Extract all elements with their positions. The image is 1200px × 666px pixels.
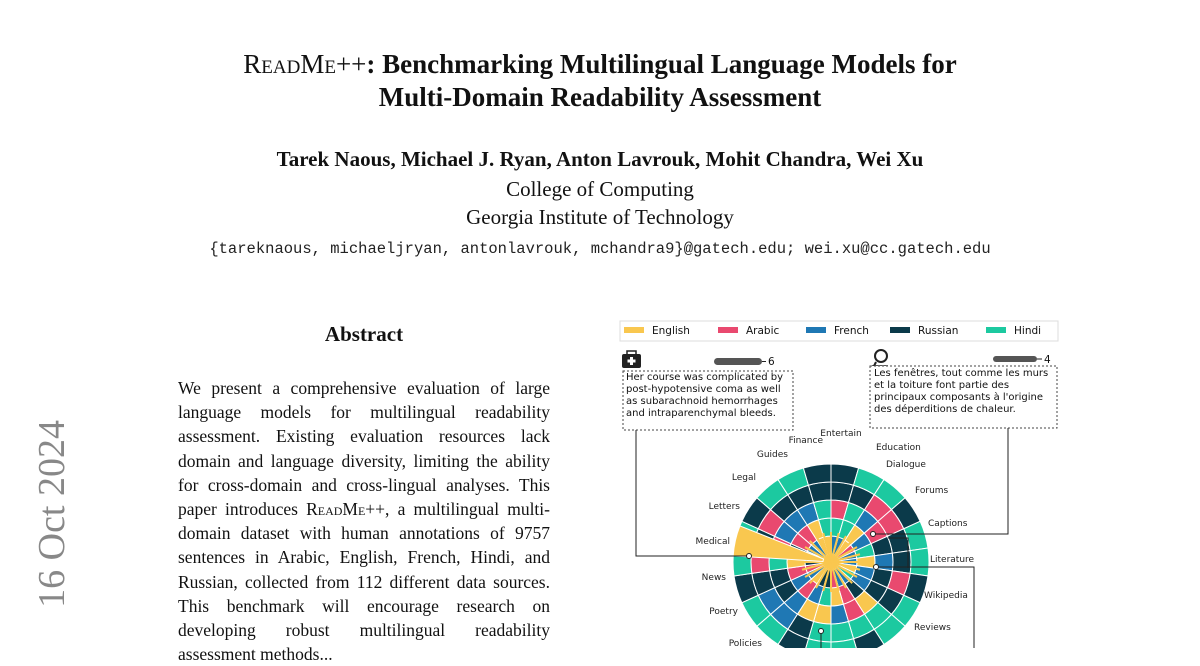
domain-label-entertain: Entertain <box>820 429 862 439</box>
domain-label-forums: Forums <box>915 486 949 496</box>
left-rating-bar <box>714 358 766 365</box>
title-readme: ReadMe++ <box>243 49 367 79</box>
authors: Tarek Naous, Michael J. Ryan, Anton Lavrouk, Mohit Chandra, Wei Xu <box>276 147 924 171</box>
magnifier-icon <box>872 350 888 366</box>
legend-label-english: English <box>652 325 690 337</box>
right-rating-bar <box>993 356 1042 362</box>
right-rating-value: 4 <box>1044 354 1051 366</box>
legend-label-hindi: Hindi <box>1014 325 1042 337</box>
domain-label-medical: Medical <box>695 537 730 547</box>
left-example-text: Her course was complicated by post-hypotensive coma as well as subarachnoid hemorrhages and intraparenchymal bleeds. <box>626 372 784 419</box>
title-line1: : Benchmarking Multilingual Language Models for <box>366 49 957 79</box>
legend-swatch-hindi <box>986 327 1006 333</box>
domain-label-reviews: Reviews <box>914 623 951 633</box>
title-line2: Multi-Domain Readability Assessment <box>378 82 822 112</box>
domain-label-letters: Letters <box>708 502 740 512</box>
legend-label-french: French <box>834 325 869 337</box>
sunburst-segment <box>803 464 831 485</box>
arxiv-stamp <box>30 420 73 650</box>
medical-kit-icon <box>622 351 641 368</box>
domain-label-poetry: Poetry <box>709 607 738 617</box>
paper-title <box>0 48 1200 114</box>
legend-swatch-arabic <box>718 327 738 333</box>
legend-swatch-french <box>806 327 826 333</box>
domain-label-education: Education <box>876 443 921 453</box>
domain-label-dialogue: Dialogue <box>886 460 926 470</box>
legend-swatch-english <box>624 327 644 333</box>
abstract-readme: ReadMe++ <box>306 499 386 520</box>
domain-sunburst <box>733 464 929 648</box>
domain-label-finance: Finance <box>788 436 823 446</box>
domain-label-wikipedia: Wikipedia <box>924 591 968 601</box>
right-example-text: Les fenêtres, tout comme les murs et la toiture font partie des principaux composants à l'origine des déperditions de chaleur. <box>874 368 1049 415</box>
legend-label-russian: Russian <box>918 325 959 337</box>
left-rating-value: 6 <box>768 356 775 368</box>
domain-label-literature: Literature <box>930 555 975 565</box>
abstract-text <box>178 376 550 666</box>
abstract-heading: Abstract <box>324 322 404 346</box>
arxiv-date: 16 Oct 2024 <box>31 420 73 608</box>
abstract-part1: We present a comprehensive evaluation of large language models for multilingual readability assessment. Existing evaluation resources lack domain and language diversity, limiting the ability for cross-domain and cross-lingual analyses. This paper introduces <box>178 378 550 520</box>
author-emails: {tareknaous, michaeljryan, antonlavrouk, mchandra9}@gatech.edu; wei.xu@cc.gatech.edu <box>209 240 991 258</box>
affiliation-institute: Georgia Institute of Technology <box>466 205 734 229</box>
domain-label-guides: Guides <box>756 450 788 460</box>
abstract-part2: , a multilingual multi-domain dataset with human annotations of 9757 sentences in Arabic, English, French, Hindi, and Russian, collected from 112 different data sources. This benchmark will encourage research on developing robust multilingual readability assessment methods... <box>178 499 550 665</box>
legend-swatch-russian <box>890 327 910 333</box>
domain-label-legal: Legal <box>731 473 756 483</box>
sunburst-segment <box>910 548 929 576</box>
legend-label-arabic: Arabic <box>746 325 780 337</box>
domain-label-news: News <box>701 573 726 583</box>
teaser-figure <box>618 318 1060 648</box>
domain-label-policies: Policies <box>728 639 762 648</box>
domain-label-captions: Captions <box>928 519 968 529</box>
affiliation-college: College of Computing <box>506 177 694 201</box>
